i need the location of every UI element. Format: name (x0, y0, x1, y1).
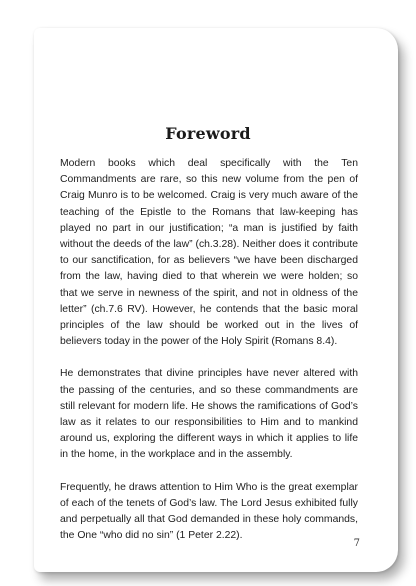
paragraph-1: Modern books which deal specifically with the Ten Commandments are rare, so this new volume from the pen of Craig Munro is to be welcomed. Craig is very much aware of the teaching of the Epistle to the Romans that law-keeping has played no part in our justification; “a man is justified by faith without the deeds of the law” (ch.3.28). Neither does it contribute to our sanctification, for as believers “we have been discharged from the law, having died to that wherein we were holden; so that we serve in newness of the spirit, and not in oldness of the letter” (ch.7.6 RV). However, he contends that the basic moral principles of the law should be worked out in the lives of believers today in the power of the Holy Spirit (Romans 8.4). (60, 158, 358, 348)
paragraph-3: Frequently, he draws attention to Him Who is the great exemplar of each of the tenets of God’s law. The Lord Jesus exhibited fully and perpetually all that God demanded in these holy commands, the One “who did no sin” (1 Peter 2.22). (60, 481, 358, 542)
foreword-body (60, 156, 358, 560)
page-title: Foreword (165, 124, 251, 143)
page-number: 7 (353, 538, 360, 549)
paragraph-2: He demonstrates that divine principles have never altered with the passing of the centuries, and so these commandments are still relevant for modern life. He shows the ramifications of God’s law as it relates to our responsibilities to Him and to mankind around us, exploring the different ways in which it applies to life in the home, in the workplace and in the assembly. (60, 368, 358, 461)
